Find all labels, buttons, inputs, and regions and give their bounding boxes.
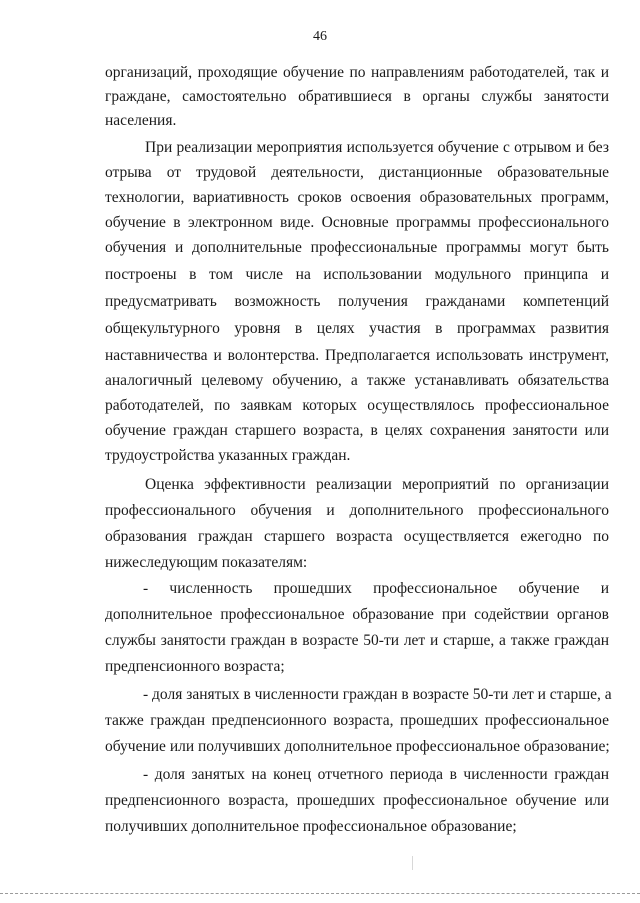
text-line: работодателей, по заявкам которых осуществлялось профессиональное	[105, 397, 609, 414]
text-line: аналогичный целевому обучению, а также устанавливать обязательства	[105, 372, 609, 389]
text-line: Оценка эффективности реализации мероприятий по организации	[145, 476, 609, 493]
text-line: получивших дополнительное профессиональное образование;	[105, 818, 517, 835]
text-line: граждане, самостоятельно обратившиеся в органы службы занятости	[105, 88, 609, 105]
text-line: нижеследующим показателям:	[105, 554, 308, 571]
text-line: построены в том числе на использовании модульного принципа и	[105, 266, 609, 283]
text-line: дополнительное профессиональное образование при содействии органов	[105, 606, 609, 623]
page-bottom-edge	[0, 893, 640, 894]
list-item-line: - численность прошедших профессиональное обучение и	[143, 580, 609, 597]
list-item-line: - доля занятых на конец отчетного периода в численности граждан	[143, 766, 609, 783]
text-line: обучение граждан старшего возраста, в целях сохранения занятости или	[105, 422, 609, 439]
text-line: отрыва от трудовой деятельности, дистанционные образовательные	[105, 164, 609, 181]
text-line: предусматривать возможность получения гражданами компетенций	[105, 293, 609, 310]
text-line: технологии, вариативность сроков освоения образовательных программ,	[105, 189, 609, 206]
text-line: населения.	[105, 112, 177, 129]
text-line: профессионального обучения и дополнительного профессионального	[105, 502, 609, 519]
text-line: предпенсионного возраста, прошедших профессиональное обучение или	[105, 792, 609, 809]
text-line: также граждан предпенсионного возраста, прошедших профессиональное	[105, 712, 609, 729]
text-line: службы занятости граждан в возрасте 50-ти лет и старше, а также граждан	[105, 632, 609, 649]
text-line: образования граждан старшего возраста осуществляется ежегодно по	[105, 528, 609, 545]
scan-artifact	[412, 856, 413, 870]
text-line: обучение в электронном виде. Основные программы профессионального	[105, 214, 609, 231]
text-line: общекультурного уровня в целях участия в программах развития	[105, 320, 609, 337]
text-line: предпенсионного возраста;	[105, 658, 285, 675]
text-line: трудоустройства указанных граждан.	[105, 447, 351, 464]
text-line: организаций, проходящие обучение по направлениям работодателей, так и	[105, 64, 609, 81]
text-line: обучения и дополнительные профессиональные программы могут быть	[105, 239, 609, 256]
text-line: наставничества и волонтерства. Предполагается использовать инструмент,	[105, 347, 609, 364]
page-number: 46	[313, 29, 327, 44]
text-line: обучение или получивших дополнительное профессиональное образование;	[105, 738, 610, 755]
list-item-line: - доля занятых в численности граждан в возрасте 50-ти лет и старше, а	[143, 686, 612, 703]
text-line: При реализации мероприятия используется обучение с отрывом и без	[145, 139, 609, 156]
